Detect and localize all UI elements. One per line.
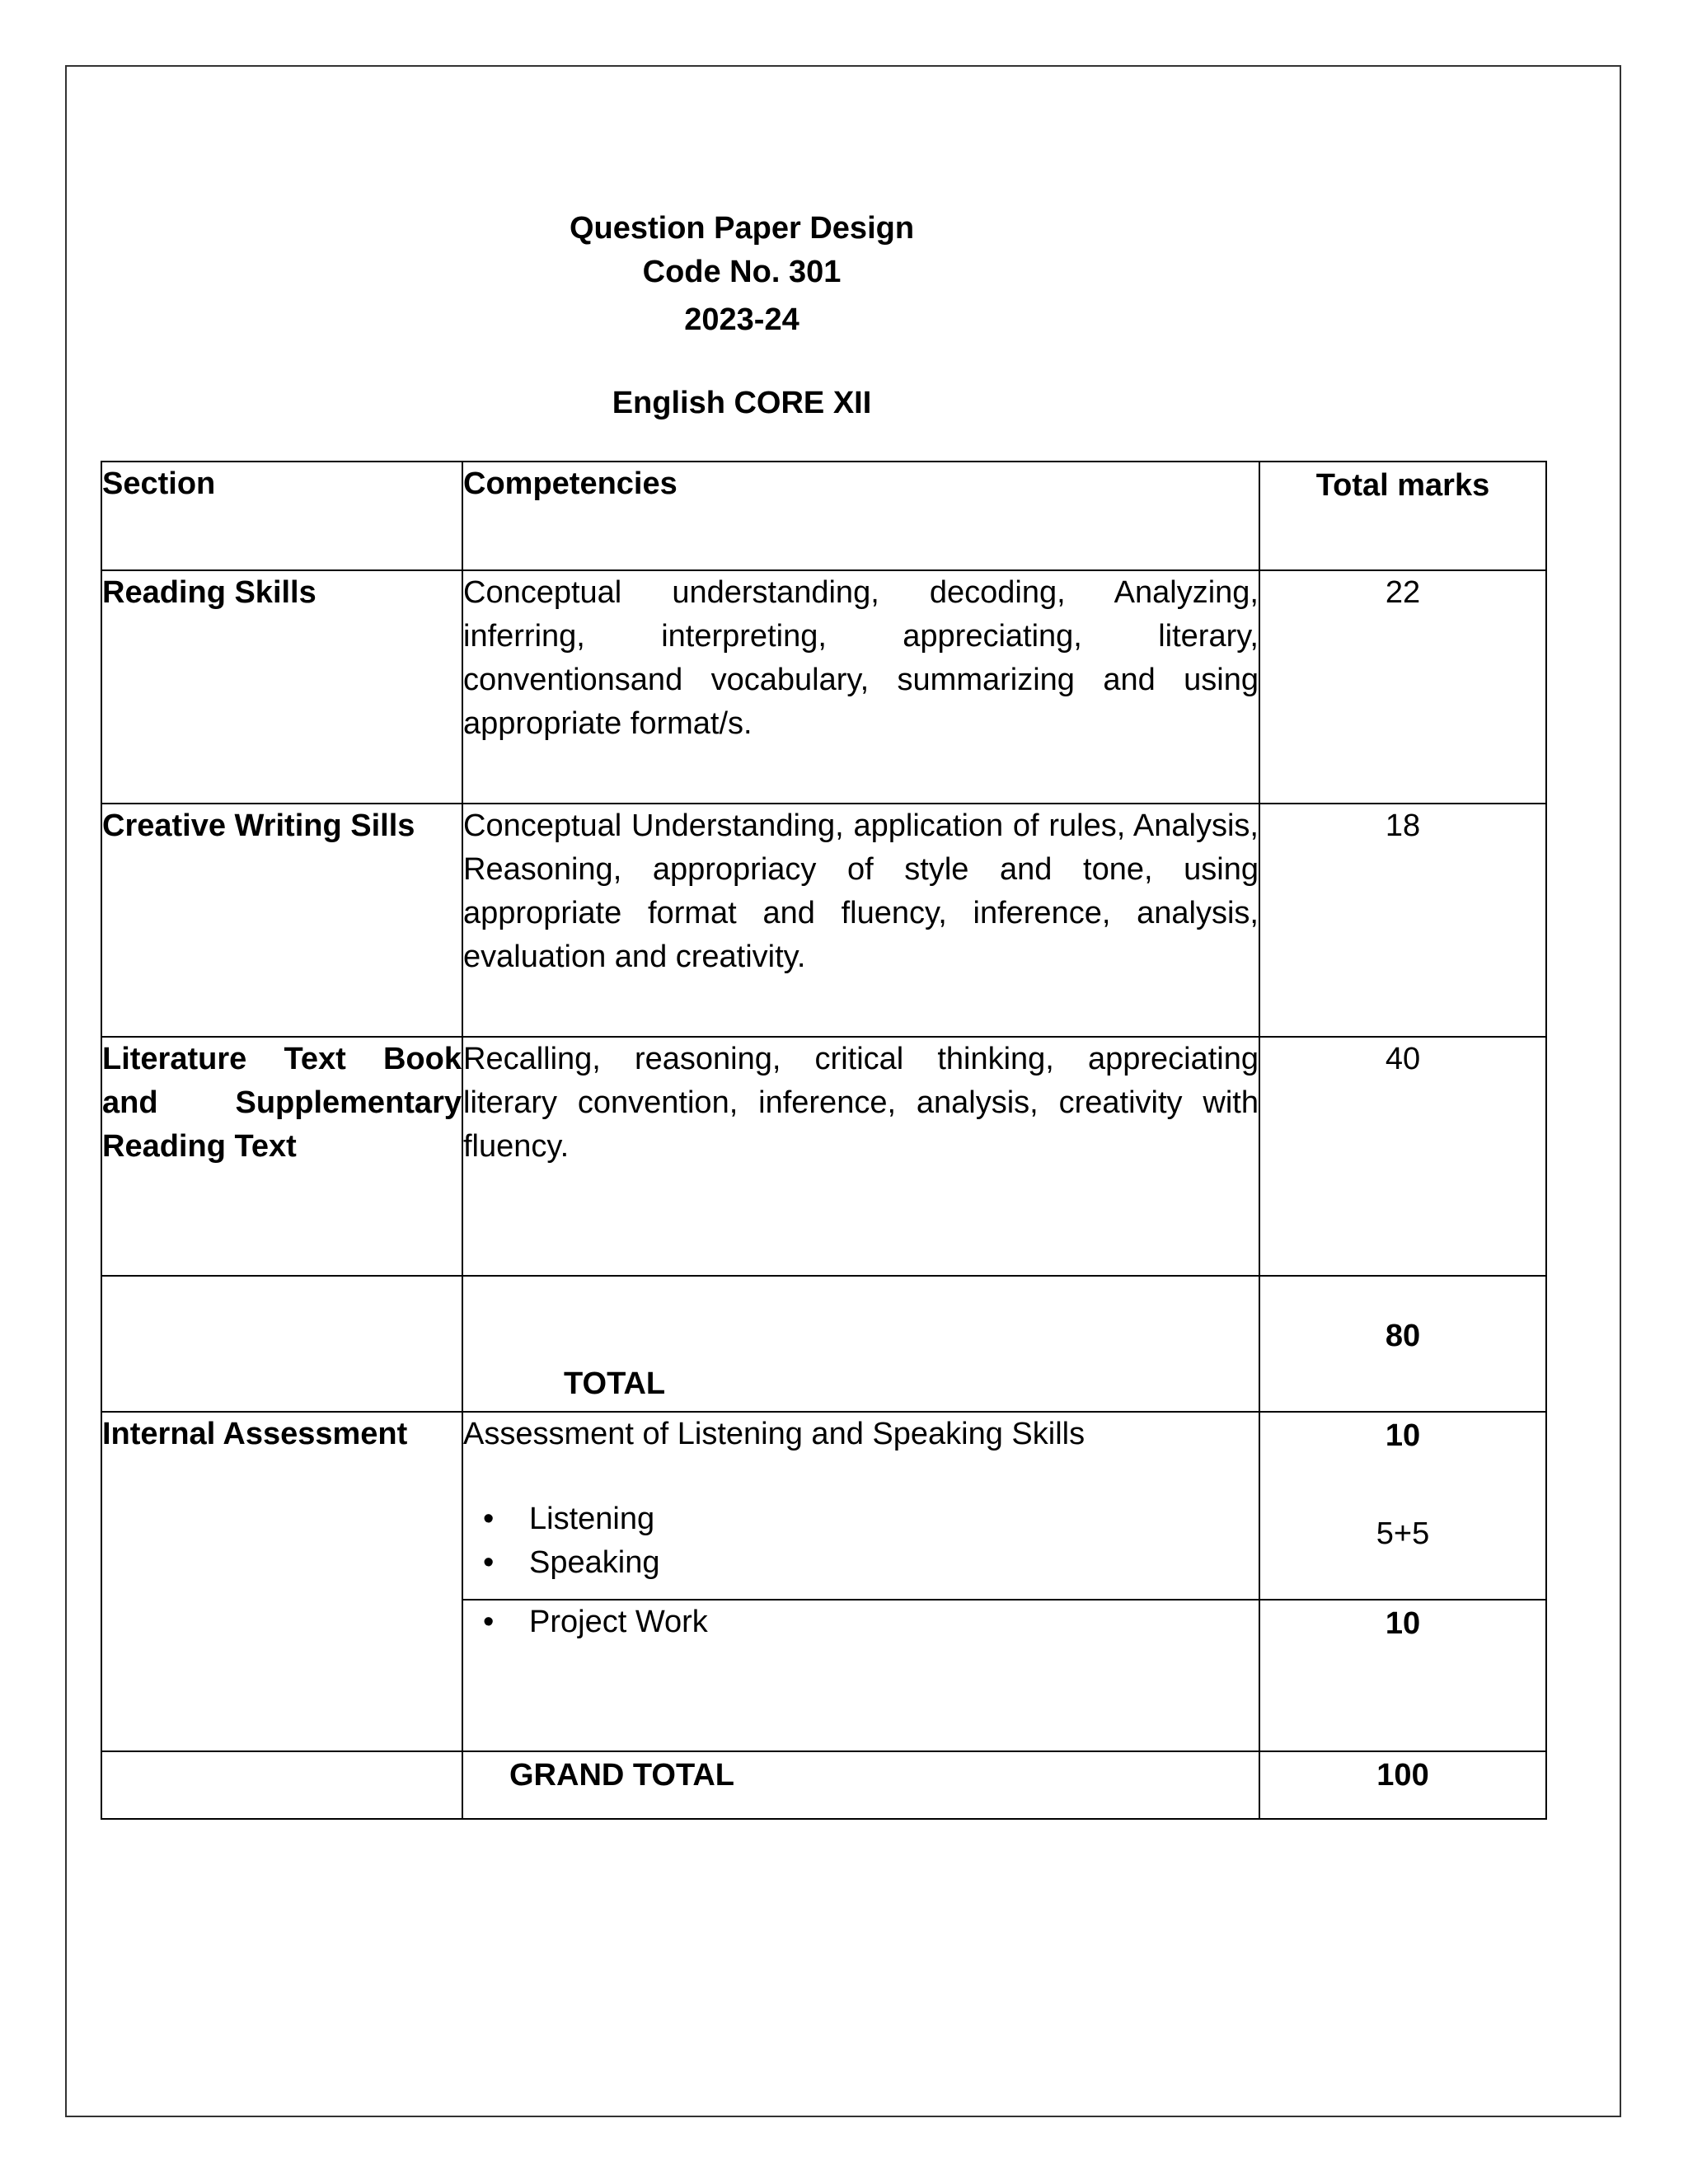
header-section: Section bbox=[101, 462, 462, 570]
list-item: • Project Work bbox=[463, 1601, 1259, 1644]
total-row bbox=[101, 1276, 1546, 1412]
academic-year: 2023-24 bbox=[684, 302, 799, 337]
table-row bbox=[101, 1037, 1546, 1276]
competencies-text: Recalling, reasoning, critical thinking, appreciating literary convention, inference, analysis, creativity with fluency. bbox=[462, 1037, 1259, 1276]
assessment-marks: 10 bbox=[1385, 1418, 1421, 1453]
subject-title: English CORE XII bbox=[612, 386, 872, 420]
list-item: • Listening bbox=[463, 1497, 1259, 1541]
assessment-points bbox=[463, 1497, 1259, 1585]
internal-assessment-row bbox=[101, 1412, 1546, 1600]
list-item: • Speaking bbox=[463, 1541, 1259, 1585]
assessment-split: 5+5 bbox=[1376, 1516, 1430, 1551]
grand-total-marks: 100 bbox=[1259, 1751, 1546, 1819]
header-row bbox=[101, 462, 1546, 570]
header-competencies: Competencies bbox=[462, 462, 1259, 570]
marks-value: 22 bbox=[1259, 570, 1546, 804]
competencies-text: Conceptual Understanding, application of rules, Analysis, Reasoning, appropriacy of style and tone, using appropriate format and fluency, inference, analysis, evaluation and creativity. bbox=[462, 804, 1259, 1037]
project-marks: 10 bbox=[1259, 1600, 1546, 1751]
internal-assessment-section: Internal Assessment bbox=[101, 1412, 462, 1751]
total-label: TOTAL bbox=[462, 1276, 1259, 1412]
table-row bbox=[101, 570, 1546, 804]
table-row bbox=[101, 804, 1546, 1037]
assessment-cell bbox=[462, 1412, 1259, 1600]
document-title: Question Paper Design bbox=[569, 211, 915, 246]
marks-value: 18 bbox=[1259, 804, 1546, 1037]
grand-total-row bbox=[101, 1751, 1546, 1819]
project-points bbox=[463, 1601, 1259, 1644]
total-empty-cell bbox=[101, 1276, 462, 1412]
competencies-text: Conceptual understanding, decoding, Analyzing, inferring, interpreting, appreciating, literary, conventionsand vocabulary, summarizing and using appropriate format/s. bbox=[462, 570, 1259, 804]
marks-value: 40 bbox=[1259, 1037, 1546, 1276]
section-name: Literature Text Book and Supplementary Reading Text bbox=[101, 1037, 462, 1276]
grand-total-label: GRAND TOTAL bbox=[462, 1751, 1259, 1819]
grand-total-empty-cell bbox=[101, 1751, 462, 1819]
header-total-marks: Total marks bbox=[1259, 462, 1546, 570]
question-paper-design-table bbox=[101, 461, 1547, 1820]
code-number: Code No. 301 bbox=[642, 255, 842, 289]
section-name: Reading Skills bbox=[101, 570, 462, 804]
project-cell bbox=[462, 1600, 1259, 1751]
assessment-marks-cell bbox=[1259, 1412, 1546, 1600]
section-name: Creative Writing Sills bbox=[101, 804, 462, 1037]
total-marks: 80 bbox=[1259, 1276, 1546, 1412]
assessment-label: Assessment of Listening and Speaking Skills bbox=[463, 1417, 1085, 1451]
